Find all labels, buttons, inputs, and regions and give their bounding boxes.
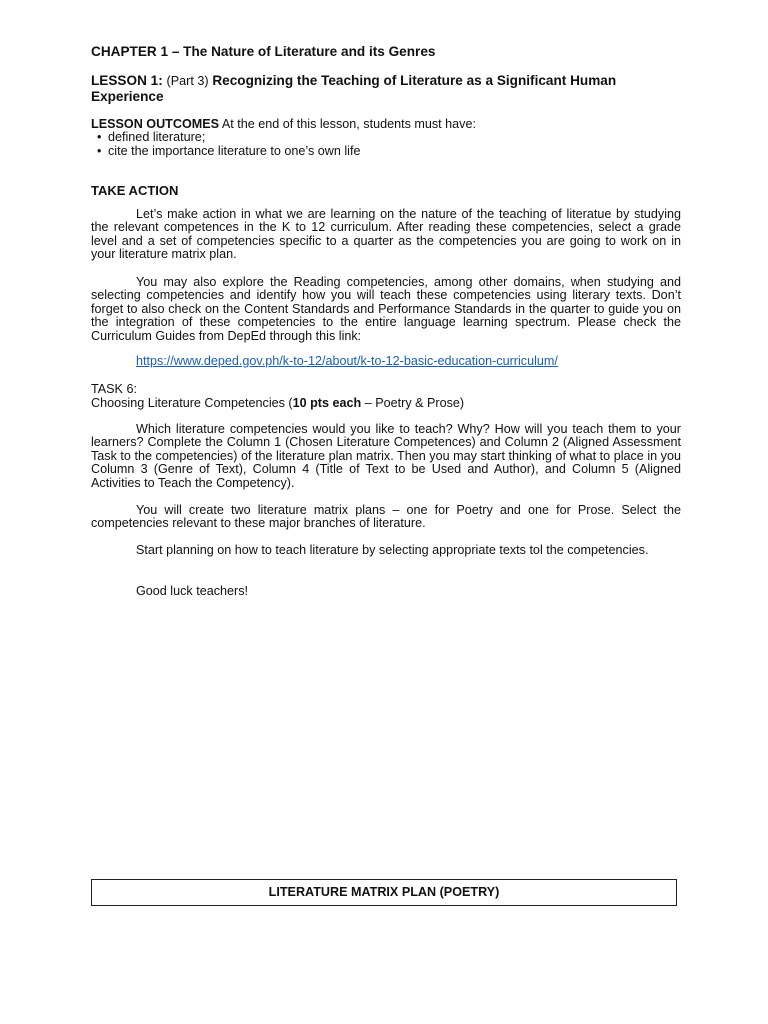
chapter-title: CHAPTER 1 – The Nature of Literature and its Genres bbox=[91, 44, 436, 59]
lesson-part: (Part 3) bbox=[166, 74, 209, 88]
outcomes-list bbox=[91, 131, 681, 158]
take-action-heading: TAKE ACTION bbox=[91, 183, 179, 198]
outcomes-label: LESSON OUTCOMES bbox=[91, 117, 220, 131]
task-subtitle-prefix: Choosing Literature Competencies ( bbox=[91, 396, 293, 410]
task-paragraph-3: Start planning on how to teach literature by selecting appropriate texts tol the competencies. bbox=[136, 543, 649, 557]
task-paragraph-1: Which literature competencies would you like to teach? Why? How will you teach them to your learners? Complete the Column 1 (Chosen Literature Competences) and Column 2 (Aligned Assessment Task to the competencies) of the literature plan matrix. Then you may start thinking of what to place in you Column 3 (Genre of Text), Column 4 (Title of Text to be Used and Author), and Column 5 (Aligned Activities to Teach the Competency). bbox=[91, 422, 681, 490]
lesson-outcomes bbox=[91, 118, 681, 158]
task-subtitle-suffix: – Poetry & Prose) bbox=[361, 396, 465, 410]
task-paragraph-4: Good luck teachers! bbox=[136, 584, 249, 598]
matrix-plan-title: LITERATURE MATRIX PLAN (POETRY) bbox=[91, 879, 677, 906]
outcome-item: • defined literature; bbox=[108, 131, 681, 144]
curriculum-link[interactable]: https://www.deped.gov.ph/k-to-12/about/k-to-12-basic-education-curriculum/ bbox=[136, 354, 558, 368]
outcomes-intro: At the end of this lesson, students must have: bbox=[221, 117, 476, 131]
lesson-heading bbox=[91, 73, 681, 105]
take-action-paragraph-2: You may also explore the Reading competencies, among other domains, when studying and selecting competencies and identify how you will teach these competencies using literary texts. Don’t forget to also check on the Content Standards and Performance Standards in the quarter to guide you on the integration of these competencies to the entire language learning spectrum. Please check the Curriculum Guides from DepEd through this link: bbox=[91, 275, 681, 343]
take-action-paragraph-1: Let’s make action in what we are learning on the nature of the teaching of literatue by studying the relevant competences in the K to 12 curriculum. After reading these competencies, select a grade level and a set of competencies specific to a quarter as the competencies you are going to work on in your literature matrix plan. bbox=[91, 207, 681, 262]
lesson-title: Recognizing the Teaching of Literature as a Significant Human Experience bbox=[91, 73, 617, 104]
task-subtitle bbox=[91, 397, 464, 410]
outcome-item: • cite the importance literature to one’s own life bbox=[108, 145, 681, 158]
task-heading: TASK 6: bbox=[91, 382, 137, 396]
lesson-label: LESSON 1: bbox=[91, 73, 163, 88]
document-page bbox=[91, 0, 681, 1024]
task-points: 10 pts each bbox=[292, 396, 362, 410]
task-paragraph-2: You will create two literature matrix plans – one for Poetry and one for Prose. Select the competencies relevant to these major branches of literature. bbox=[91, 503, 681, 531]
